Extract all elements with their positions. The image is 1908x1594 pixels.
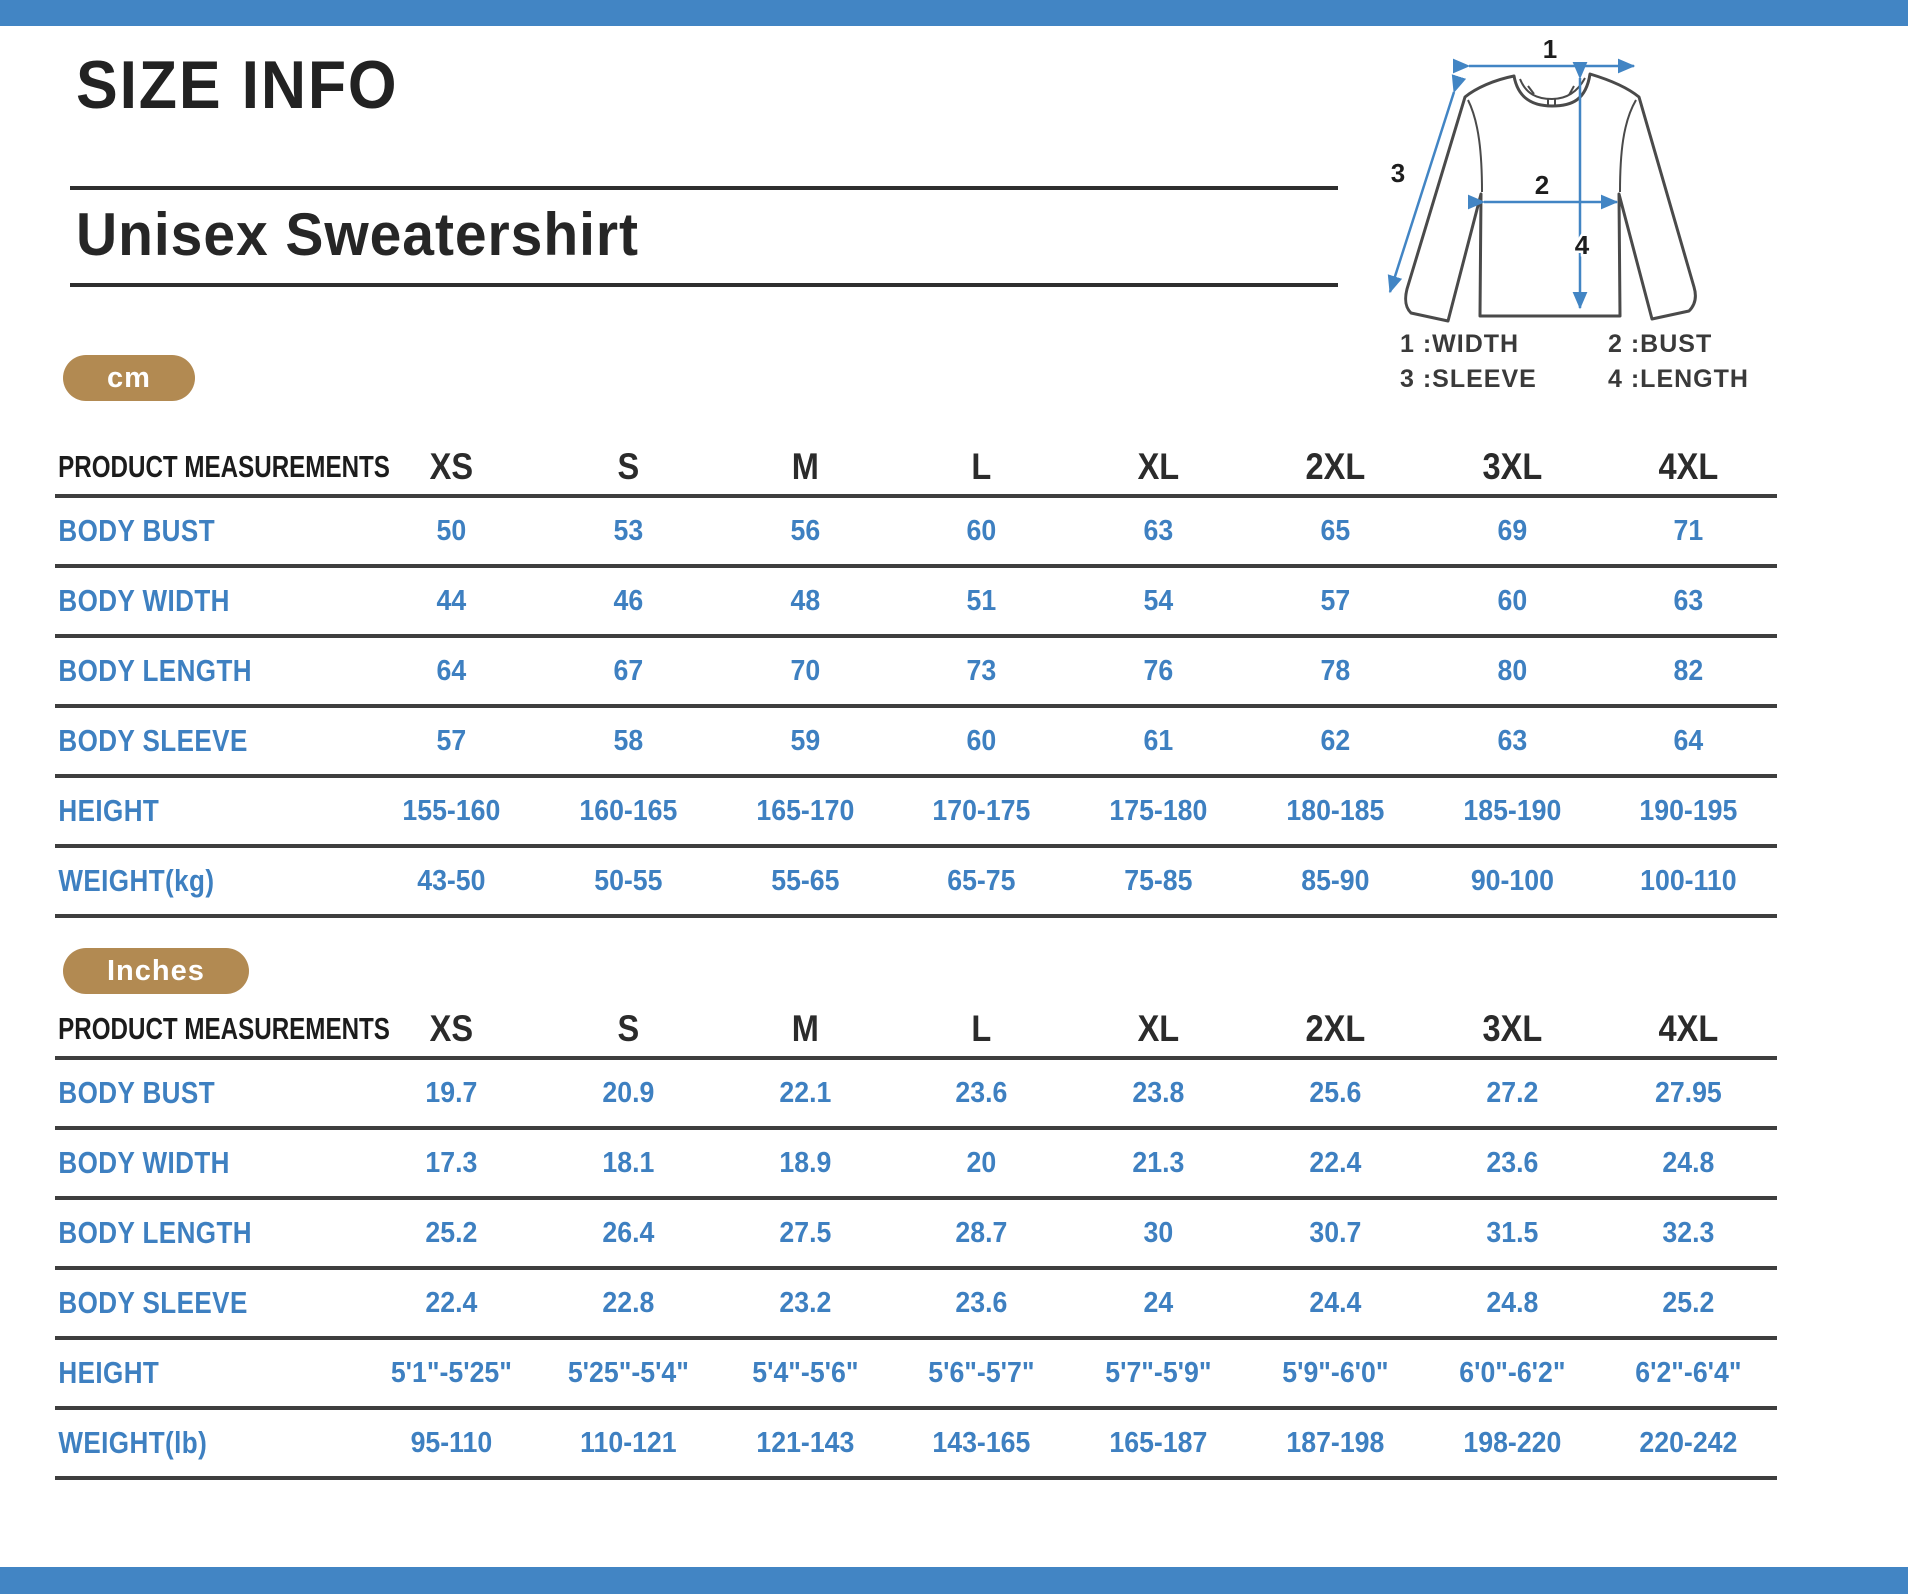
row-label: BODY WIDTH — [58, 1145, 230, 1180]
measurement-value: 175-180 — [1109, 794, 1208, 827]
measurement-value: 50-55 — [593, 864, 663, 897]
measurement-value: 57 — [436, 724, 467, 757]
measurement-value: 65-75 — [947, 864, 1016, 897]
row-label: BODY SLEEVE — [58, 1285, 248, 1320]
measurement-legend — [1400, 330, 1749, 394]
row-label: BODY SLEEVE — [58, 723, 248, 758]
measurement-value: 27.5 — [778, 1216, 831, 1249]
measurement-value: 63 — [1143, 514, 1174, 547]
measurement-value: 59 — [790, 724, 820, 757]
column-header-size-2XL: 2XL — [1305, 1008, 1365, 1049]
measurement-value: 23.6 — [1485, 1146, 1538, 1179]
measurement-row-body-length — [55, 1200, 1777, 1270]
column-header-size-3XL: 3XL — [1482, 1008, 1542, 1049]
measurement-value: 23.8 — [1132, 1076, 1185, 1109]
measurement-value: 26.4 — [602, 1216, 655, 1249]
measurement-value: 43-50 — [417, 864, 486, 897]
legend-item-length: 4 :LENGTH — [1608, 365, 1749, 393]
column-header-size-S: S — [617, 1008, 639, 1049]
column-header-size-XL: XL — [1137, 1008, 1180, 1049]
row-label: BODY LENGTH — [58, 1215, 253, 1250]
column-header-size-M: M — [791, 1008, 819, 1049]
length-marker-label: 4 — [1574, 230, 1590, 260]
column-header-size-XS: XS — [429, 1008, 474, 1049]
row-label: BODY BUST — [58, 513, 216, 548]
measurement-value: 75-85 — [1124, 864, 1193, 897]
width-marker-label: 1 — [1542, 34, 1558, 64]
measurement-value: 22.8 — [602, 1286, 655, 1319]
measurement-value: 28.7 — [955, 1216, 1008, 1249]
measurement-value: 64 — [1673, 724, 1704, 757]
measurement-value: 71 — [1673, 514, 1704, 547]
column-header-size-L: L — [971, 1008, 992, 1049]
measurement-row-body-length — [55, 638, 1777, 708]
measurement-value: 17.3 — [425, 1146, 478, 1179]
row-label: HEIGHT — [58, 793, 160, 828]
subtitle-block — [70, 186, 1338, 287]
bust-marker-label: 2 — [1534, 170, 1550, 200]
measurement-value: 46 — [613, 584, 643, 617]
measurement-value: 6'0"-6'2" — [1458, 1356, 1565, 1389]
measurement-value: 18.1 — [602, 1146, 655, 1179]
measurement-value: 56 — [790, 514, 820, 547]
column-header-size-4XL: 4XL — [1658, 446, 1719, 487]
measurement-value: 18.9 — [778, 1146, 831, 1179]
measurement-value: 30 — [1143, 1216, 1174, 1249]
measurement-value: 187-198 — [1286, 1426, 1385, 1459]
column-header-size-M: M — [791, 446, 819, 487]
measurement-value: 20.9 — [602, 1076, 655, 1109]
measurement-value: 69 — [1497, 514, 1527, 547]
measurement-value: 21.3 — [1132, 1146, 1185, 1179]
measurement-value: 24.8 — [1662, 1146, 1715, 1179]
bottom-border-bar — [0, 1567, 1908, 1594]
measurement-value: 70 — [790, 654, 820, 687]
measurement-row-body-width — [55, 1130, 1777, 1200]
measurement-value: 60 — [1497, 584, 1527, 617]
measurement-value: 155-160 — [402, 794, 501, 827]
column-header-size-XS: XS — [429, 446, 474, 487]
measurement-row-body-bust — [55, 498, 1777, 568]
measurement-value: 82 — [1673, 654, 1704, 687]
column-header-size-XL: XL — [1137, 446, 1180, 487]
measurement-value: 5'1"-5'25" — [390, 1356, 512, 1389]
measurement-value: 170-175 — [932, 794, 1031, 827]
measurement-value: 55-65 — [770, 864, 839, 897]
measurement-value: 25.6 — [1309, 1076, 1362, 1109]
measurement-value: 23.6 — [955, 1286, 1008, 1319]
measurement-value: 90-100 — [1470, 864, 1554, 897]
size-table-cm — [55, 440, 1777, 918]
measurement-value: 27.2 — [1485, 1076, 1538, 1109]
measurement-row-height — [55, 1340, 1777, 1410]
measurement-value: 5'25"-5'4" — [567, 1356, 689, 1389]
measurement-value: 19.7 — [425, 1076, 478, 1109]
table-header-row — [55, 440, 1777, 498]
measurement-value: 54 — [1143, 584, 1174, 617]
measurement-value: 95-110 — [410, 1426, 493, 1459]
top-border-bar — [0, 0, 1908, 26]
measurement-value: 76 — [1143, 654, 1174, 687]
measurement-value: 20 — [966, 1146, 997, 1179]
measurement-value: 220-242 — [1639, 1426, 1738, 1459]
measurement-row-body-sleeve — [55, 1270, 1777, 1340]
measurement-value: 5'6"-5'7" — [928, 1356, 1035, 1389]
column-header-size-L: L — [971, 446, 992, 487]
measurement-value: 73 — [966, 654, 997, 687]
measurement-value: 198-220 — [1462, 1426, 1561, 1459]
row-label: BODY WIDTH — [58, 583, 230, 618]
sleeve-marker-label: 3 — [1390, 158, 1406, 188]
row-label: HEIGHT — [58, 1355, 160, 1390]
measurement-value: 24.8 — [1485, 1286, 1538, 1319]
column-header-size-3XL: 3XL — [1482, 446, 1542, 487]
measurement-value: 58 — [613, 724, 643, 757]
measurement-value: 62 — [1320, 724, 1350, 757]
measurement-value: 121-143 — [755, 1426, 854, 1459]
measurement-value: 24 — [1143, 1286, 1174, 1319]
measurement-value: 53 — [613, 514, 643, 547]
size-table-inches — [55, 1002, 1777, 1480]
legend-item-width: 1 :WIDTH — [1400, 330, 1520, 358]
row-label: WEIGHT(kg) — [58, 863, 215, 898]
measurement-value: 32.3 — [1662, 1216, 1715, 1249]
product-name: Unisex Sweatershirt — [76, 201, 639, 268]
measurement-row-body-width — [55, 568, 1777, 638]
measurement-value: 31.5 — [1485, 1216, 1538, 1249]
measurement-value: 25.2 — [1662, 1286, 1715, 1319]
measurement-value: 23.2 — [778, 1286, 831, 1319]
measurement-value: 23.6 — [955, 1076, 1008, 1109]
unit-badge-inches: Inches — [63, 948, 249, 994]
measurement-value: 185-190 — [1462, 794, 1561, 827]
measurement-value: 160-165 — [579, 794, 678, 827]
measurement-value: 165-170 — [755, 794, 854, 827]
measurement-value: 51 — [966, 584, 997, 617]
measurement-value: 78 — [1320, 654, 1350, 687]
measurement-value: 143-165 — [932, 1426, 1031, 1459]
row-label: BODY BUST — [58, 1075, 216, 1110]
measurement-value: 22.4 — [1309, 1146, 1362, 1179]
sweatshirt-drawing — [1352, 28, 1752, 328]
measurement-value: 27.95 — [1655, 1076, 1723, 1109]
measurement-value: 22.4 — [425, 1286, 478, 1319]
column-header-size-S: S — [617, 446, 639, 487]
measurement-value: 50 — [436, 514, 467, 547]
measurement-row-height — [55, 778, 1777, 848]
measurement-row-body-bust — [55, 1060, 1777, 1130]
measurement-value: 180-185 — [1286, 794, 1385, 827]
measurement-value: 24.4 — [1309, 1286, 1362, 1319]
measurement-value: 5'4"-5'6" — [751, 1356, 858, 1389]
measurement-value: 165-187 — [1109, 1426, 1208, 1459]
measurement-value: 65 — [1320, 514, 1350, 547]
measurement-value: 22.1 — [778, 1076, 831, 1109]
row-label: WEIGHT(lb) — [58, 1425, 208, 1460]
measurement-value: 61 — [1143, 724, 1174, 757]
measurement-value: 30.7 — [1309, 1216, 1362, 1249]
measurement-value: 190-195 — [1639, 794, 1738, 827]
column-header-product-measurements: PRODUCT MEASUREMENTS — [58, 449, 390, 484]
measurement-value: 44 — [436, 584, 467, 617]
measurement-value: 6'2"-6'4" — [1635, 1356, 1742, 1389]
measurement-value: 60 — [966, 514, 997, 547]
legend-item-sleeve: 3 :SLEEVE — [1400, 365, 1537, 393]
measurement-value: 64 — [436, 654, 467, 687]
measurement-row-body-sleeve — [55, 708, 1777, 778]
measurement-row-weight-kg — [55, 848, 1777, 918]
measurement-value: 63 — [1673, 584, 1704, 617]
measurement-value: 110-121 — [579, 1426, 677, 1459]
measurement-value: 48 — [790, 584, 820, 617]
measurement-value: 67 — [613, 654, 643, 687]
table-header-row — [55, 1002, 1777, 1060]
measurement-value: 100-110 — [1640, 864, 1737, 897]
measurement-value: 25.2 — [425, 1216, 478, 1249]
row-label: BODY LENGTH — [58, 653, 253, 688]
column-header-product-measurements: PRODUCT MEASUREMENTS — [58, 1011, 390, 1046]
measurement-value: 80 — [1497, 654, 1527, 687]
measurement-value: 5'9"-6'0" — [1282, 1356, 1389, 1389]
unit-badge-cm: cm — [63, 355, 195, 401]
sweatshirt-diagram — [1352, 28, 1772, 328]
column-header-size-4XL: 4XL — [1658, 1008, 1719, 1049]
page-title: SIZE INFO — [76, 47, 399, 123]
measurement-row-weight-lb — [55, 1410, 1777, 1480]
measurement-value: 85-90 — [1300, 864, 1370, 897]
column-header-size-2XL: 2XL — [1305, 446, 1365, 487]
measurement-value: 57 — [1320, 584, 1350, 617]
measurement-value: 63 — [1497, 724, 1527, 757]
measurement-value: 5'7"-5'9" — [1105, 1356, 1212, 1389]
legend-item-bust: 2 :BUST — [1608, 330, 1713, 358]
measurement-value: 60 — [966, 724, 997, 757]
